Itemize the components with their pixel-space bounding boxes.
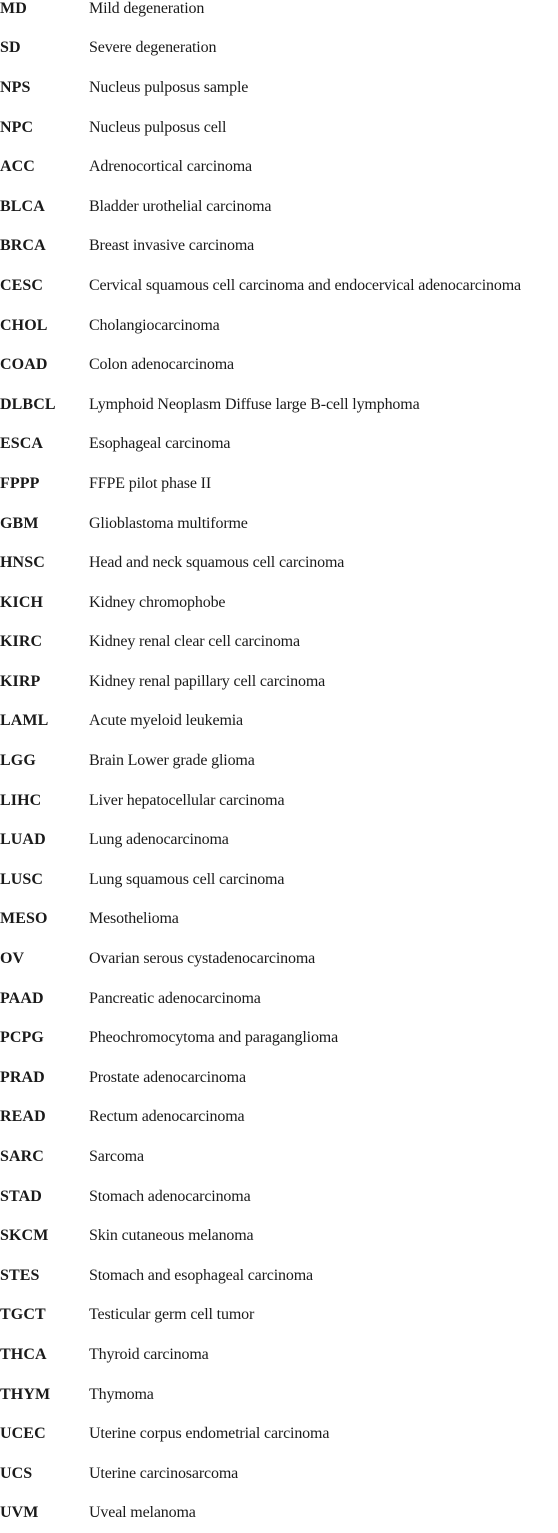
abbreviation-term: THYM — [0, 1385, 51, 1403]
abbreviation-definition: Lung squamous cell carcinoma — [89, 870, 285, 888]
abbreviation-definition: Pheochromocytoma and paraganglioma — [89, 1029, 339, 1047]
abbreviation-definition: Sarcoma — [89, 1148, 144, 1166]
abbreviation-term: UCS — [0, 1464, 33, 1482]
abbreviation-definition: Acute myeloid leukemia — [89, 712, 243, 730]
abbreviation-definition: Ovarian serous cystadenocarcinoma — [89, 950, 316, 968]
abbreviation-definition: Pancreatic adenocarcinoma — [89, 989, 261, 1007]
abbreviation-row — [0, 345, 558, 385]
abbreviation-term: SD — [0, 39, 21, 57]
abbreviation-definition: Skin cutaneous melanoma — [89, 1227, 254, 1245]
abbreviation-row — [0, 1414, 558, 1454]
abbreviation-row — [0, 583, 558, 623]
abbreviation-row — [0, 1137, 558, 1177]
abbreviation-row — [0, 227, 558, 267]
abbreviation-row — [0, 1296, 558, 1336]
abbreviation-row — [0, 702, 558, 742]
abbreviation-definition: Thymoma — [89, 1385, 154, 1403]
abbreviation-term: MESO — [0, 910, 48, 928]
abbreviation-term: PCPG — [0, 1029, 44, 1047]
abbreviation-row — [0, 187, 558, 227]
abbreviation-term: NPS — [0, 78, 31, 96]
abbreviation-row — [0, 1494, 558, 1533]
abbreviation-definition: Kidney renal papillary cell carcinoma — [89, 672, 326, 690]
abbreviation-row — [0, 108, 558, 148]
abbreviation-term: TGCT — [0, 1306, 46, 1324]
abbreviation-term: MD — [0, 0, 27, 17]
abbreviation-term: UCEC — [0, 1425, 46, 1443]
abbreviation-term: LAML — [0, 712, 49, 730]
abbreviation-definition: Prostate adenocarcinoma — [89, 1068, 246, 1086]
abbreviation-definition: Nucleus pulposus cell — [89, 118, 227, 136]
abbreviation-definition: Thyroid carcinoma — [89, 1345, 209, 1363]
abbreviation-definition: Mild degeneration — [89, 0, 205, 17]
abbreviation-term: PRAD — [0, 1068, 45, 1086]
abbreviation-term: STES — [0, 1266, 40, 1284]
abbreviation-term: DLBCL — [0, 395, 56, 413]
abbreviation-definition: Bladder urothelial carcinoma — [89, 197, 272, 215]
abbreviation-term: BRCA — [0, 237, 46, 255]
abbreviation-row — [0, 68, 558, 108]
abbreviation-definition: Glioblastoma multiforme — [89, 514, 248, 532]
abbreviation-definition: Stomach adenocarcinoma — [89, 1187, 251, 1205]
abbreviation-definition: Testicular germ cell tumor — [89, 1306, 255, 1324]
abbreviation-definition: Adrenocortical carcinoma — [89, 158, 252, 176]
abbreviation-row — [0, 939, 558, 979]
abbreviation-definition: Brain Lower grade glioma — [89, 752, 255, 770]
abbreviation-definition: Lung adenocarcinoma — [89, 831, 229, 849]
abbreviation-term: COAD — [0, 356, 48, 374]
abbreviation-definition: Liver hepatocellular carcinoma — [89, 791, 285, 809]
abbreviation-term: NPC — [0, 118, 34, 136]
abbreviation-row — [0, 820, 558, 860]
abbreviation-definition: Colon adenocarcinoma — [89, 356, 234, 374]
abbreviation-row — [0, 147, 558, 187]
abbreviation-definition: Kidney renal clear cell carcinoma — [89, 633, 300, 651]
abbreviation-row — [0, 1335, 558, 1375]
abbreviation-term: LUAD — [0, 831, 46, 849]
abbreviation-row — [0, 29, 558, 69]
abbreviation-row — [0, 504, 558, 544]
abbreviation-term: KIRP — [0, 672, 41, 690]
abbreviation-row — [0, 1058, 558, 1098]
abbreviation-row — [0, 385, 558, 425]
abbreviation-term: BLCA — [0, 197, 45, 215]
abbreviation-term: CESC — [0, 276, 44, 294]
abbreviation-term: LIHC — [0, 791, 42, 809]
abbreviation-term: LGG — [0, 752, 36, 770]
abbreviation-row — [0, 860, 558, 900]
abbreviation-row — [0, 543, 558, 583]
abbreviation-row — [0, 1018, 558, 1058]
abbreviation-definition: Mesothelioma — [89, 910, 179, 928]
abbreviation-row — [0, 464, 558, 504]
abbreviation-definition: Uveal melanoma — [89, 1504, 196, 1522]
abbreviation-term: OV — [0, 950, 25, 968]
abbreviation-definition: FFPE pilot phase II — [89, 474, 212, 492]
abbreviation-term: UVM — [0, 1504, 39, 1522]
abbreviation-term: ESCA — [0, 435, 44, 453]
abbreviation-term: HNSC — [0, 554, 45, 572]
abbreviation-term: PAAD — [0, 989, 44, 1007]
abbreviation-definition: Severe degeneration — [89, 39, 217, 57]
abbreviation-term: STAD — [0, 1187, 42, 1205]
abbreviation-definition: Uterine carcinosarcoma — [89, 1464, 239, 1482]
abbreviation-definition: Rectum adenocarcinoma — [89, 1108, 245, 1126]
abbreviation-term: KIRC — [0, 633, 43, 651]
abbreviation-term: THCA — [0, 1345, 47, 1363]
abbreviation-term: LUSC — [0, 870, 44, 888]
abbreviation-row — [0, 979, 558, 1019]
abbreviation-term: ACC — [0, 158, 35, 176]
abbreviation-row — [0, 662, 558, 702]
abbreviation-term: KICH — [0, 593, 44, 611]
abbreviation-row — [0, 425, 558, 465]
abbreviation-definition: Stomach and esophageal carcinoma — [89, 1266, 313, 1284]
abbreviation-definition: Kidney chromophobe — [89, 593, 226, 611]
abbreviation-term: GBM — [0, 514, 39, 532]
abbreviation-row — [0, 1098, 558, 1138]
abbreviation-row — [0, 623, 558, 663]
abbreviation-definition: Cervical squamous cell carcinoma and endocervical adenocarcinoma — [89, 276, 521, 294]
abbreviation-term: SARC — [0, 1148, 44, 1166]
abbreviation-row — [0, 1177, 558, 1217]
abbreviation-term: CHOL — [0, 316, 48, 334]
abbreviation-row — [0, 1454, 558, 1494]
abbreviation-definition: Nucleus pulposus sample — [89, 78, 249, 96]
abbreviation-row — [0, 900, 558, 940]
abbreviation-row — [0, 266, 558, 306]
abbreviation-definition: Uterine corpus endometrial carcinoma — [89, 1425, 330, 1443]
abbreviation-row — [0, 0, 558, 29]
abbreviation-definition: Cholangiocarcinoma — [89, 316, 220, 334]
abbreviation-row — [0, 741, 558, 781]
abbreviation-definition: Head and neck squamous cell carcinoma — [89, 554, 345, 572]
abbreviation-row — [0, 1256, 558, 1296]
abbreviation-row — [0, 781, 558, 821]
abbreviation-term: READ — [0, 1108, 46, 1126]
abbreviation-definition: Esophageal carcinoma — [89, 435, 231, 453]
abbreviation-term: SKCM — [0, 1227, 49, 1245]
abbreviation-row — [0, 1375, 558, 1415]
abbreviation-definition: Lymphoid Neoplasm Diffuse large B-cell lymphoma — [89, 395, 420, 413]
abbreviation-row — [0, 1216, 558, 1256]
abbreviation-row — [0, 306, 558, 346]
abbreviation-definition: Breast invasive carcinoma — [89, 237, 255, 255]
abbreviation-term: FPPP — [0, 474, 40, 492]
